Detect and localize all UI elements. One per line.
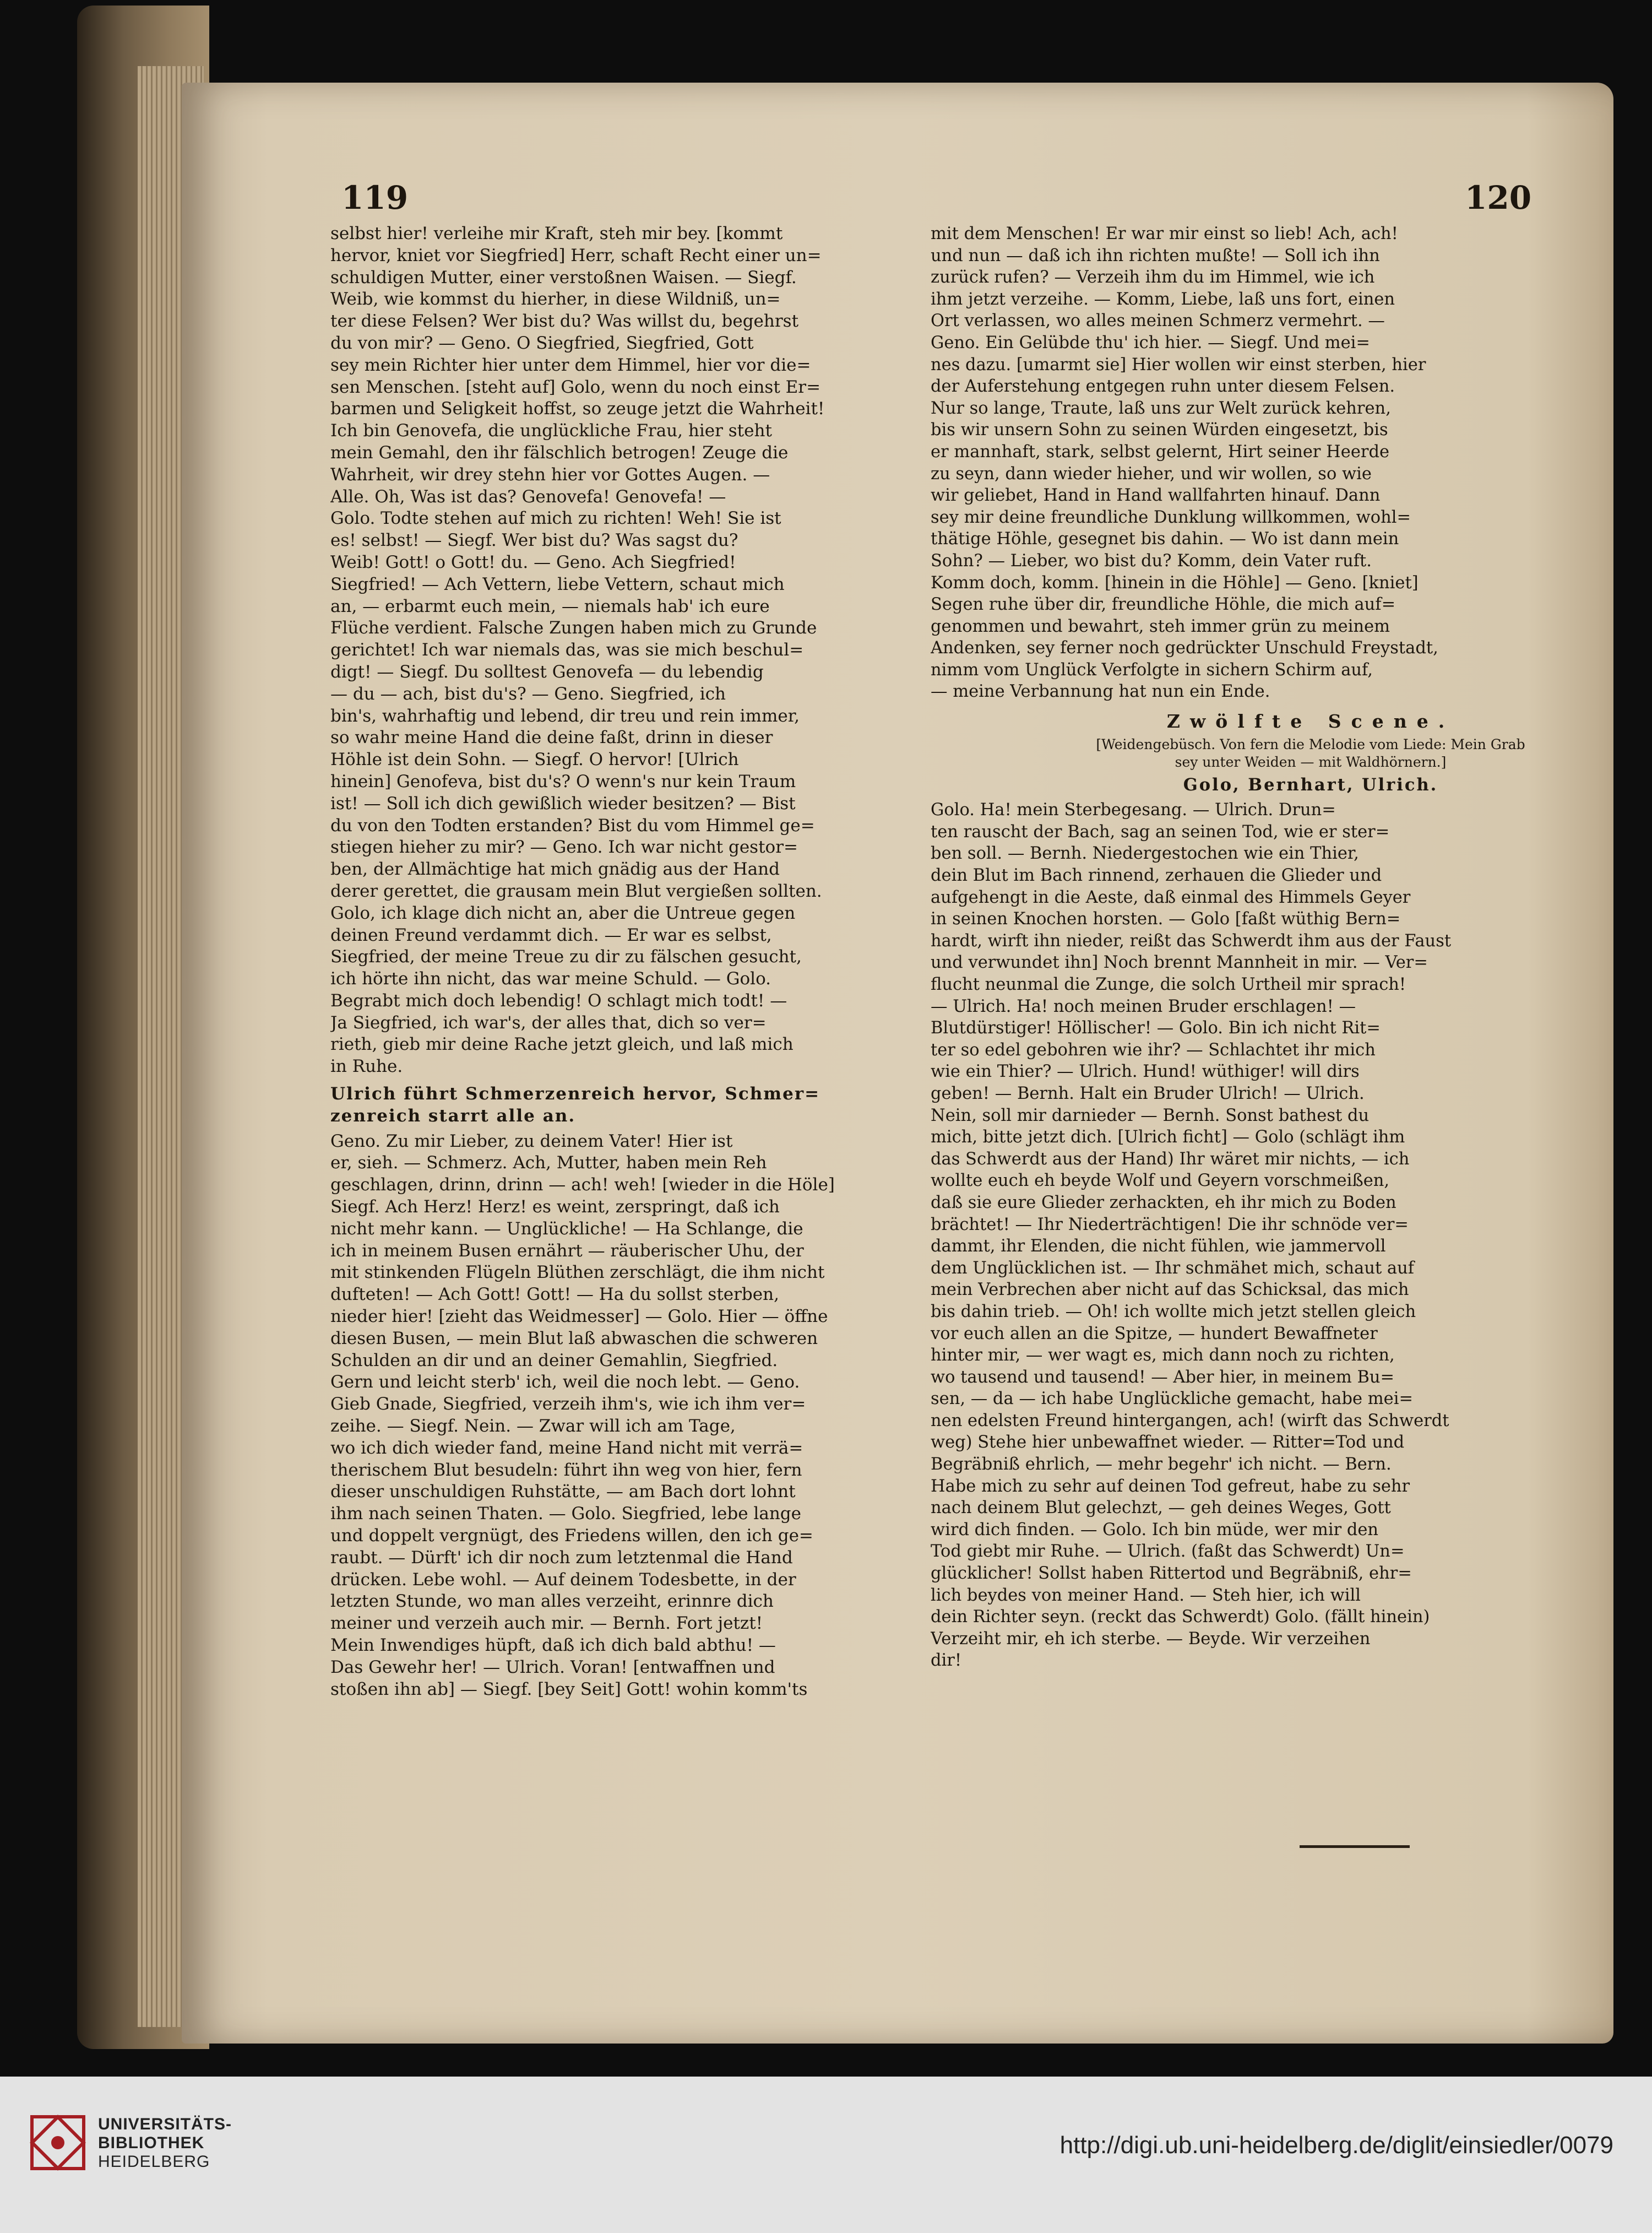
text-line: mich, bitte jetzt dich. [Ulrich ficht] — Golo (schlägt ihm bbox=[931, 1128, 1405, 1147]
end-rule bbox=[1300, 1845, 1410, 1848]
text-line: therischem Blut besudeln: führt ihn weg von hier, fern bbox=[330, 1460, 802, 1480]
text-line: du von mir? — Geno. O Siegfried, Siegfried, Gott bbox=[330, 333, 754, 353]
text-line: Gieb Gnade, Siegfried, verzeih ihm's, wie ich ihm ver= bbox=[330, 1394, 806, 1414]
text-line: er mannhaft, stark, selbst gelernt, Hirt seiner Heerde bbox=[931, 442, 1390, 462]
text-line: stoßen ihn ab] — Siegf. [bey Seit] Gott! wohin komm'ts bbox=[330, 1679, 808, 1699]
text-line: Segen ruhe über dir, freundliche Höhle, die mich auf= bbox=[931, 595, 1396, 615]
text-line: Sohn? — Lieber, wo bist du? Komm, dein Vater ruft. bbox=[931, 551, 1372, 571]
scene-persons: Golo, Bernhart, Ulrich. bbox=[1183, 774, 1438, 795]
text-line: glücklicher! Sollst haben Rittertod und Begräbniß, ehr= bbox=[931, 1564, 1412, 1584]
text-line: brächtet! — Ihr Niederträchtigen! Die ihr schnöde ver= bbox=[931, 1215, 1409, 1234]
text-line: und doppelt vergnügt, des Friedens willen, den ich ge= bbox=[330, 1526, 813, 1546]
right-column-text-2 bbox=[931, 799, 1652, 1672]
text-line: ist! — Soll ich dich gewißlich wieder besitzen? — Bist bbox=[330, 793, 796, 814]
text-line: lich beydes von meiner Hand. — Steh hier, ich will bbox=[931, 1585, 1361, 1605]
text-line: Nur so lange, Traute, laß uns zur Welt zurück kehren, bbox=[931, 398, 1391, 418]
text-line: barmen und Seligkeit hoffst, so zeuge jetzt die Wahrheit! bbox=[330, 399, 825, 419]
text-line: nach deinem Blut gelechzt, — geh deines Weges, Gott bbox=[931, 1498, 1391, 1518]
text-line: weg) Stehe hier unbewaffnet wieder. — Ritter=Tod und bbox=[931, 1433, 1405, 1452]
text-line: und nun — daß ich ihn richten mußte! — Soll ich ihn bbox=[931, 246, 1380, 265]
text-line: es! selbst! — Siegf. Wer bist du? Was sagst du? bbox=[330, 530, 738, 551]
text-line: Weib! Gott! o Gott! du. — Geno. Ach Siegfried! bbox=[330, 552, 736, 572]
text-line: rieth, gieb mir deine Rache jetzt gleich, und laß mich bbox=[330, 1034, 794, 1055]
page-number-right: 120 bbox=[1465, 179, 1532, 216]
library-logo-icon[interactable] bbox=[28, 2112, 88, 2173]
text-line: dammt, ihr Elenden, die nicht fühlen, wie jammervoll bbox=[931, 1237, 1386, 1256]
text-line: Wahrheit, wir drey stehn hier vor Gottes Augen. — bbox=[330, 464, 770, 485]
text-line: Tod giebt mir Ruhe. — Ulrich. (faßt das Schwerdt) Un= bbox=[931, 1542, 1405, 1562]
heading-line: Ulrich führt Schmerzenreich hervor, Schmer= bbox=[330, 1084, 820, 1104]
text-line: Mein Inwendiges hüpft, daß ich dich bald abthu! — bbox=[330, 1635, 776, 1655]
text-line: sey mir deine freundliche Dunklung willkommen, wohl= bbox=[931, 507, 1411, 527]
text-line: meiner und verzeih auch mir. — Bernh. Fort jetzt! bbox=[330, 1613, 763, 1634]
text-line: zeihe. — Siegf. Nein. — Zwar will ich am Tage, bbox=[330, 1416, 736, 1437]
text-line: wird dich finden. — Golo. Ich bin müde, wer mir den bbox=[931, 1520, 1379, 1540]
text-line: ten rauscht der Bach, sag an seinen Tod, wie er ster= bbox=[931, 822, 1390, 842]
text-line: nicht mehr kann. — Unglückliche! — Ha Schlange, die bbox=[330, 1218, 803, 1239]
text-line: er, sieh. — Schmerz. Ach, Mutter, haben mein Reh bbox=[330, 1153, 767, 1173]
text-line: selbst hier! verleihe mir Kraft, steh mir bey. [kommt bbox=[330, 224, 783, 243]
text-line: sen, — da — ich habe Unglückliche gemacht, habe mei= bbox=[931, 1389, 1414, 1409]
text-line: an, — erbarmt euch mein, — niemals hab' ich eure bbox=[330, 596, 770, 616]
text-line: dieser unschuldigen Ruhstätte, — am Bach dort lohnt bbox=[330, 1482, 796, 1502]
text-line: bin's, wahrhaftig und lebend, dir treu und rein immer, bbox=[330, 706, 800, 726]
text-line: Habe mich zu sehr auf deinen Tod gefreut, habe zu sehr bbox=[931, 1476, 1410, 1496]
text-line: wo ich dich wieder fand, meine Hand nicht mit verrä= bbox=[330, 1438, 803, 1458]
text-line: Höhle ist dein Sohn. — Siegf. O hervor! [Ulrich bbox=[330, 750, 739, 770]
text-line: wo tausend und tausend! — Aber hier, in meinem Bu= bbox=[931, 1367, 1395, 1387]
book-page bbox=[182, 83, 1613, 2044]
text-line: hinter mir, — wer wagt es, mich dann noch zu richten, bbox=[931, 1346, 1395, 1365]
text-line: genommen und bewahrt, steh immer grün zu meinem bbox=[931, 616, 1390, 636]
text-line: mit dem Menschen! Er war mir einst so lieb! Ach, ach! bbox=[931, 224, 1398, 243]
text-line: Schulden an dir und an deiner Gemahlin, Siegfried. bbox=[330, 1350, 778, 1370]
text-line: Verzeiht mir, eh ich sterbe. — Beyde. Wir verzeihen bbox=[931, 1629, 1371, 1649]
text-line: schuldigen Mutter, einer verstoßnen Waisen. — Siegf. bbox=[330, 267, 797, 288]
text-line: ter so edel gebohren wie ihr? — Schlachtet ihr mich bbox=[931, 1040, 1376, 1060]
text-line: zu seyn, dann wieder hieher, und wir wollen, so wie bbox=[931, 464, 1372, 484]
stage-line: sey unter Weiden — mit Waldhörnern.] bbox=[1175, 754, 1447, 770]
text-line: mit stinkenden Flügeln Blüthen zerschlägt, die ihm nicht bbox=[330, 1262, 825, 1283]
text-line: Andenken, sey ferner noch gedrückter Unschuld Freystadt, bbox=[931, 638, 1438, 658]
text-line: letzten Stunde, wo man alles verzeiht, erinnre dich bbox=[330, 1591, 774, 1612]
text-line: Siegfried! — Ach Vettern, liebe Vettern, schaut mich bbox=[330, 574, 785, 594]
library-name bbox=[98, 2115, 232, 2171]
right-column-text bbox=[931, 223, 1652, 703]
text-line: wollte euch eh beyde Wolf und Geyern vorschmeißen, bbox=[931, 1171, 1390, 1191]
text-line: der Auferstehung entgegen ruhn unter diesem Felsen. bbox=[931, 377, 1395, 397]
text-line: Begräbniß ehrlich, — mehr begehr' ich nicht. — Bern. bbox=[931, 1455, 1392, 1475]
text-line: in Ruhe. bbox=[330, 1056, 403, 1077]
source-url-link[interactable]: http://digi.ub.uni-heidelberg.de/diglit/einsiedler/0079 bbox=[1059, 2132, 1613, 2159]
text-line: Golo. Ha! mein Sterbegesang. — Ulrich. Drun= bbox=[931, 800, 1336, 820]
text-line: hinein] Genofeva, bist du's? O wenn's nur kein Traum bbox=[330, 771, 796, 792]
text-line: — Ulrich. Ha! noch meinen Bruder erschlagen! — bbox=[931, 996, 1356, 1016]
text-line: Siegf. Ach Herz! Herz! es weint, zerspringt, daß ich bbox=[330, 1197, 780, 1217]
text-line: mein Gemahl, den ihr fälschlich betrogen! Zeuge die bbox=[330, 442, 789, 463]
text-line: Komm doch, komm. [hinein in die Höhle] — Geno. [kniet] bbox=[931, 573, 1419, 593]
stage-direction bbox=[931, 736, 1652, 771]
text-line: mein Verbrechen aber nicht auf das Schicksal, das mich bbox=[931, 1280, 1409, 1300]
text-line: dein Richter seyn. (reckt das Schwerdt) Golo. (fällt hinein) bbox=[931, 1607, 1430, 1627]
text-line: Blutdürstiger! Höllischer! — Golo. Bin ich nicht Rit= bbox=[931, 1018, 1381, 1038]
text-line: Geno. Ein Gelübde thu' ich hier. — Siegf. Und mei= bbox=[931, 333, 1370, 353]
text-line: bis dahin trieb. — Oh! ich wollte mich jetzt stellen gleich bbox=[931, 1302, 1416, 1321]
text-line: hervor, kniet vor Siegfried] Herr, schaft Recht einer un= bbox=[330, 245, 822, 265]
text-line: sen Menschen. [steht auf] Golo, wenn du noch einst Er= bbox=[330, 377, 821, 397]
text-line: Weib, wie kommst du hierher, in diese Wildniß, un= bbox=[330, 289, 781, 310]
text-line: vor euch allen an die Spitze, — hundert Bewaffneter bbox=[931, 1324, 1378, 1343]
text-line: ben soll. — Bernh. Niedergestochen wie ein Thier, bbox=[931, 844, 1359, 864]
text-line: diesen Busen, — mein Blut laß abwaschen die schweren bbox=[330, 1328, 818, 1348]
footer-bar bbox=[0, 2077, 1652, 2233]
text-line: Das Gewehr her! — Ulrich. Voran! [entwaffnen und bbox=[330, 1657, 775, 1677]
text-line: in seinen Knochen horsten. — Golo [faßt wüthig Bern= bbox=[931, 909, 1401, 929]
text-line: aufgehengt in die Aeste, daß einmal des Himmels Geyer bbox=[931, 887, 1411, 907]
stage-line: [Weidengebüsch. Von fern die Melodie vom Liede: Mein Grab bbox=[1096, 736, 1525, 752]
text-line: thätige Höhle, gesegnet bis dahin. — Wo ist dann mein bbox=[931, 529, 1399, 549]
text-line: geben! — Bernh. Halt ein Bruder Ulrich! — Ulrich. bbox=[931, 1083, 1365, 1103]
text-line: zurück rufen? — Verzeih ihm du im Himmel, wie ich bbox=[931, 268, 1375, 288]
text-line: Ort verlassen, wo alles meinen Schmerz vermehrt. — bbox=[931, 311, 1385, 331]
text-line: Flüche verdient. Falsche Zungen haben mich zu Grunde bbox=[330, 618, 817, 638]
library-name-line: UNIVERSITÄTS- bbox=[98, 2115, 232, 2133]
text-line: ihm nach seinen Thaten. — Golo. Siegfried, lebe lange bbox=[330, 1504, 801, 1524]
page-number-left: 119 bbox=[341, 179, 409, 216]
text-line: ich in meinem Busen ernährt — räuberischer Uhu, der bbox=[330, 1240, 804, 1261]
text-line: stiegen hieher zu mir? — Geno. Ich war nicht gestor= bbox=[330, 837, 798, 858]
text-line: raubt. — Dürft' ich dir noch zum letztenmal die Hand bbox=[330, 1547, 793, 1568]
text-line: daß sie eure Glieder zerhackten, eh ihr mich zu Boden bbox=[931, 1193, 1396, 1212]
text-line: flucht neunmal die Zunge, die solch Urtheil mir sprach! bbox=[931, 975, 1406, 994]
text-line: digt! — Siegf. Du solltest Genovefa — du lebendig bbox=[330, 662, 764, 682]
text-line: Ja Siegfried, ich war's, der alles that, dich so ver= bbox=[330, 1012, 767, 1033]
text-line: drücken. Lebe wohl. — Auf deinem Todesbette, in der bbox=[330, 1569, 796, 1590]
text-line: nes dazu. [umarmt sie] Hier wollen wir einst sterben, hier bbox=[931, 355, 1426, 375]
text-line: nen edelsten Freund hintergangen, ach! (wirft das Schwerdt bbox=[931, 1411, 1449, 1430]
text-line: Geno. Zu mir Lieber, zu deinem Vater! Hier ist bbox=[330, 1131, 733, 1151]
text-line: dufteten! — Ach Gott! Gott! — Ha du sollst sterben, bbox=[330, 1284, 779, 1305]
text-line: — du — ach, bist du's? — Geno. Siegfried, ich bbox=[330, 684, 726, 704]
text-line: Alle. Oh, Was ist das? Genovefa! Genovefa! — bbox=[330, 486, 726, 507]
right-column bbox=[931, 223, 1652, 1672]
heading-line: zenreich starrt alle an. bbox=[330, 1105, 576, 1126]
text-line: ben, der Allmächtige hat mich gnädig aus der Hand bbox=[330, 859, 780, 880]
text-line: dir! bbox=[931, 1651, 962, 1671]
text-line: wie ein Thier? — Ulrich. Hund! wüthiger! will dirs bbox=[931, 1062, 1360, 1082]
text-line: hardt, wirft ihn nieder, reißt das Schwerdt ihm aus der Faust bbox=[931, 931, 1452, 951]
text-line: Golo, ich klage dich nicht an, aber die Untreue gegen bbox=[330, 903, 796, 923]
text-line: ich hörte ihn nicht, das war meine Schuld. — Golo. bbox=[330, 969, 771, 989]
text-line: Nein, soll mir darnieder — Bernh. Sonst bathest du bbox=[931, 1105, 1370, 1125]
text-line: Golo. Todte stehen auf mich zu richten! Weh! Sie ist bbox=[330, 508, 781, 529]
scene-title: Zwölfte Scene. bbox=[1166, 711, 1455, 733]
text-line: gerichtet! Ich war niemals das, was sie mich beschul= bbox=[330, 640, 804, 660]
library-name-line: HEIDELBERG bbox=[98, 2153, 210, 2171]
text-line: und verwundet ihn] Noch brennt Mannheit in mir. — Ver= bbox=[931, 953, 1428, 973]
text-line: Gern und leicht sterb' ich, weil die noch lebt. — Geno. bbox=[330, 1372, 800, 1392]
text-line: Begrabt mich doch lebendig! O schlagt mich todt! — bbox=[330, 990, 787, 1011]
text-line: nieder hier! [zieht das Weidmesser] — Golo. Hier — öffne bbox=[330, 1307, 828, 1327]
text-line: dein Blut im Bach rinnend, zerhauen die Glieder und bbox=[931, 866, 1382, 886]
text-line: ihm jetzt verzeihe. — Komm, Liebe, laß uns fort, einen bbox=[931, 289, 1395, 309]
text-line: wir geliebet, Hand in Hand wallfahrten hinauf. Dann bbox=[931, 486, 1381, 506]
text-line: sey mein Richter hier unter dem Himmel, hier vor die= bbox=[330, 355, 811, 375]
text-line: dem Unglücklichen ist. — Ihr schmähet mich, schaut auf bbox=[931, 1258, 1415, 1278]
text-line: so wahr meine Hand die deine faßt, drinn in dieser bbox=[330, 728, 773, 748]
text-line: nimm vom Unglück Verfolgte in sichern Schirm auf, bbox=[931, 660, 1373, 680]
text-line: — meine Verbannung hat nun ein Ende. bbox=[931, 682, 1270, 702]
text-line: du von den Todten erstanden? Bist du vom Himmel ge= bbox=[330, 815, 815, 836]
text-line: geschlagen, drinn, drinn — ach! weh! [wieder in die Höle] bbox=[330, 1175, 835, 1195]
text-line: Ich bin Genovefa, die unglückliche Frau, hier steht bbox=[330, 421, 772, 441]
text-line: derer gerettet, die grausam mein Blut vergießen sollten. bbox=[330, 881, 822, 901]
text-line: bis wir unsern Sohn zu seinen Würden eingesetzt, bis bbox=[931, 420, 1388, 440]
text-line: das Schwerdt aus der Hand) Ihr wäret mir nichts, — ich bbox=[931, 1149, 1410, 1169]
text-line: ter diese Felsen? Wer bist du? Was willst du, begehrst bbox=[330, 311, 799, 332]
text-line: Siegfried, der meine Treue zu dir zu fälschen gesucht, bbox=[330, 947, 802, 967]
text-line: deinen Freund verdammt dich. — Er war es selbst, bbox=[330, 925, 772, 945]
library-name-line: BIBLIOTHEK bbox=[98, 2134, 205, 2152]
